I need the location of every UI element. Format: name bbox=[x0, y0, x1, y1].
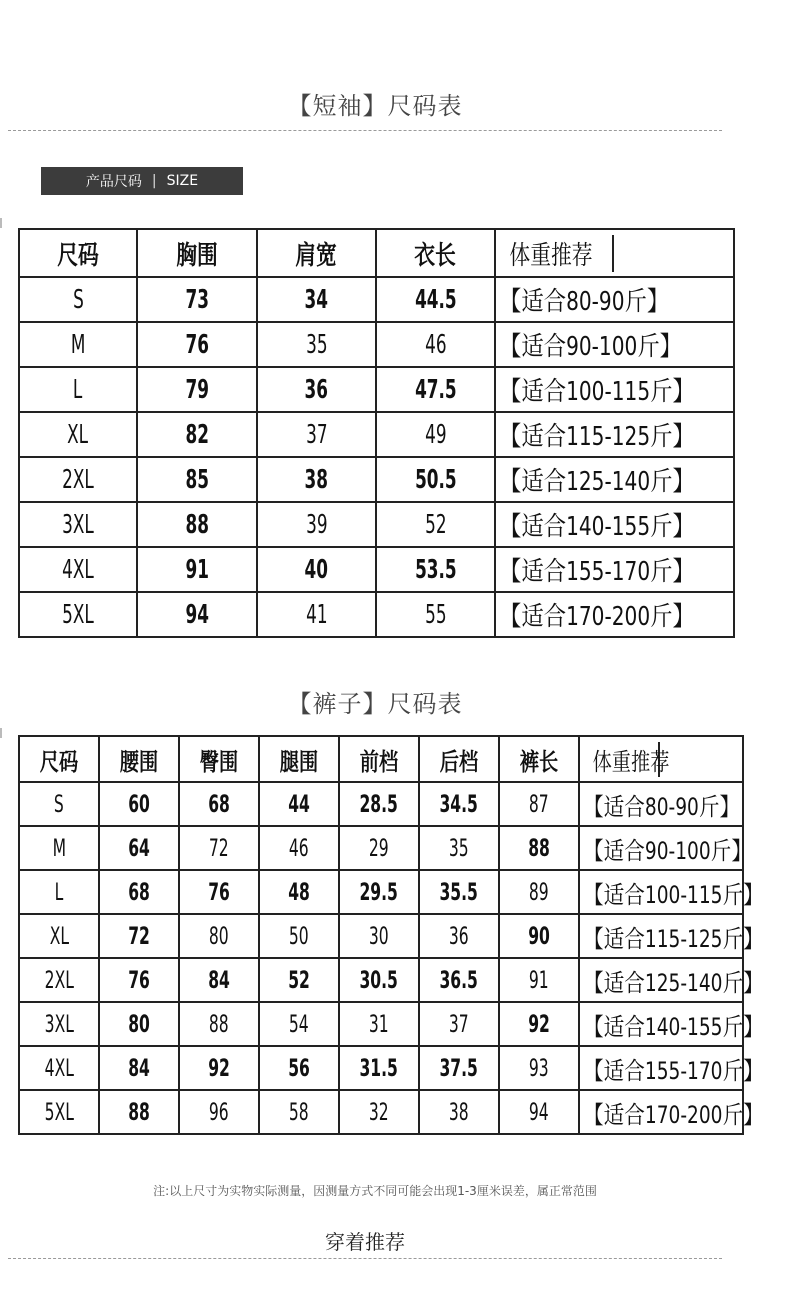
front-rise-cell: 31 bbox=[339, 1002, 419, 1046]
chest-cell: 82 bbox=[137, 412, 257, 457]
pants-header-thigh: 腿围 bbox=[259, 736, 339, 782]
table-row bbox=[19, 826, 743, 870]
front-rise-cell: 31.5 bbox=[339, 1046, 419, 1090]
length-cell: 55 bbox=[376, 592, 495, 637]
chest-cell: 79 bbox=[137, 367, 257, 412]
table-row bbox=[19, 502, 734, 547]
thigh-cell: 46 bbox=[259, 826, 339, 870]
size-cell: L bbox=[19, 870, 99, 914]
shirt-header-length: 衣长 bbox=[376, 229, 495, 277]
weight-cell: 【适合140-155斤】 bbox=[579, 1002, 743, 1046]
weight-cell: 【适合115-125斤】 bbox=[495, 412, 734, 457]
weight-cell: 【适合125-140斤】 bbox=[495, 457, 734, 502]
shirt-header-row bbox=[19, 229, 734, 277]
table-row bbox=[19, 367, 734, 412]
back-rise-cell: 35.5 bbox=[419, 870, 499, 914]
waist-cell: 88 bbox=[99, 1090, 179, 1134]
length-cell: 88 bbox=[499, 826, 579, 870]
back-rise-cell: 35 bbox=[419, 826, 499, 870]
front-rise-cell: 30.5 bbox=[339, 958, 419, 1002]
chest-cell: 76 bbox=[137, 322, 257, 367]
size-cell: S bbox=[19, 782, 99, 826]
weight-cell: 【适合170-200斤】 bbox=[579, 1090, 743, 1134]
table-row bbox=[19, 277, 734, 322]
length-cell: 94 bbox=[499, 1090, 579, 1134]
table-row bbox=[19, 1002, 743, 1046]
pants-header-hip: 臀围 bbox=[179, 736, 259, 782]
size-cell: 4XL bbox=[19, 547, 137, 592]
back-rise-cell: 37.5 bbox=[419, 1046, 499, 1090]
weight-cell: 【适合125-140斤】 bbox=[579, 958, 743, 1002]
weight-cell: 【适合140-155斤】 bbox=[495, 502, 734, 547]
back-rise-cell: 36.5 bbox=[419, 958, 499, 1002]
shoulder-cell: 40 bbox=[257, 547, 376, 592]
back-rise-cell: 37 bbox=[419, 1002, 499, 1046]
waist-cell: 72 bbox=[99, 914, 179, 958]
size-cell: XL bbox=[19, 914, 99, 958]
shirt-header-size: 尺码 bbox=[19, 229, 137, 277]
hip-cell: 84 bbox=[179, 958, 259, 1002]
pants-header-waist: 腰围 bbox=[99, 736, 179, 782]
pants-header-back-rise: 后档 bbox=[419, 736, 499, 782]
front-rise-cell: 29.5 bbox=[339, 870, 419, 914]
table-row bbox=[19, 782, 743, 826]
length-cell: 91 bbox=[499, 958, 579, 1002]
length-cell: 92 bbox=[499, 1002, 579, 1046]
length-cell: 47.5 bbox=[376, 367, 495, 412]
size-label-en: SIZE bbox=[166, 173, 199, 189]
table-row bbox=[19, 412, 734, 457]
thigh-cell: 58 bbox=[259, 1090, 339, 1134]
thigh-cell: 50 bbox=[259, 914, 339, 958]
front-rise-cell: 32 bbox=[339, 1090, 419, 1134]
weight-cell: 【适合115-125斤】 bbox=[579, 914, 743, 958]
table-row bbox=[19, 870, 743, 914]
chest-cell: 85 bbox=[137, 457, 257, 502]
length-cell: 46 bbox=[376, 322, 495, 367]
length-cell: 53.5 bbox=[376, 547, 495, 592]
divider-bottom bbox=[8, 1258, 722, 1259]
front-rise-cell: 28.5 bbox=[339, 782, 419, 826]
pants-header-length: 裤长 bbox=[499, 736, 579, 782]
weight-cell: 【适合100-115斤】 bbox=[579, 870, 743, 914]
pants-header-weight: 体重推荐 bbox=[579, 736, 743, 782]
pants-header-size: 尺码 bbox=[19, 736, 99, 782]
back-rise-cell: 34.5 bbox=[419, 782, 499, 826]
shirt-section-title: 【短袖】尺码表 bbox=[287, 92, 463, 120]
hip-cell: 80 bbox=[179, 914, 259, 958]
divider-top bbox=[8, 130, 722, 131]
size-cell: M bbox=[19, 322, 137, 367]
size-cell: 2XL bbox=[19, 457, 137, 502]
shoulder-cell: 34 bbox=[257, 277, 376, 322]
waist-cell: 68 bbox=[99, 870, 179, 914]
length-cell: 89 bbox=[499, 870, 579, 914]
thigh-cell: 44 bbox=[259, 782, 339, 826]
shoulder-cell: 35 bbox=[257, 322, 376, 367]
chest-cell: 73 bbox=[137, 277, 257, 322]
size-cell: 3XL bbox=[19, 502, 137, 547]
hip-cell: 72 bbox=[179, 826, 259, 870]
waist-cell: 84 bbox=[99, 1046, 179, 1090]
length-cell: 90 bbox=[499, 914, 579, 958]
front-rise-cell: 30 bbox=[339, 914, 419, 958]
chest-cell: 94 bbox=[137, 592, 257, 637]
pants-size-table bbox=[18, 735, 764, 1135]
thigh-cell: 48 bbox=[259, 870, 339, 914]
back-rise-cell: 36 bbox=[419, 914, 499, 958]
side-mark bbox=[0, 728, 2, 738]
length-cell: 52 bbox=[376, 502, 495, 547]
back-rise-cell: 38 bbox=[419, 1090, 499, 1134]
waist-cell: 76 bbox=[99, 958, 179, 1002]
table-row bbox=[19, 547, 734, 592]
size-cell: 4XL bbox=[19, 1046, 99, 1090]
thigh-cell: 54 bbox=[259, 1002, 339, 1046]
size-label-bar bbox=[41, 167, 243, 195]
hip-cell: 68 bbox=[179, 782, 259, 826]
table-row bbox=[19, 457, 734, 502]
table-row bbox=[19, 1090, 743, 1134]
chest-cell: 88 bbox=[137, 502, 257, 547]
waist-cell: 60 bbox=[99, 782, 179, 826]
size-cell: 3XL bbox=[19, 1002, 99, 1046]
size-cell: L bbox=[19, 367, 137, 412]
hip-cell: 96 bbox=[179, 1090, 259, 1134]
pants-section-title: 【裤子】尺码表 bbox=[287, 690, 463, 718]
hip-cell: 88 bbox=[179, 1002, 259, 1046]
size-cell: 5XL bbox=[19, 592, 137, 637]
weight-cell: 【适合80-90斤】 bbox=[495, 277, 734, 322]
pants-header-row bbox=[19, 736, 743, 782]
shoulder-cell: 39 bbox=[257, 502, 376, 547]
size-cell: 2XL bbox=[19, 958, 99, 1002]
waist-cell: 64 bbox=[99, 826, 179, 870]
length-cell: 50.5 bbox=[376, 457, 495, 502]
weight-cell: 【适合90-100斤】 bbox=[579, 826, 743, 870]
weight-cell: 【适合90-100斤】 bbox=[495, 322, 734, 367]
shoulder-cell: 41 bbox=[257, 592, 376, 637]
weight-cell: 【适合155-170斤】 bbox=[495, 547, 734, 592]
shirt-header-weight: 体重推荐 bbox=[495, 229, 734, 277]
front-rise-cell: 29 bbox=[339, 826, 419, 870]
weight-cell: 【适合170-200斤】 bbox=[495, 592, 734, 637]
recommend-title: 穿着推荐 bbox=[325, 1230, 405, 1254]
table-row bbox=[19, 592, 734, 637]
size-cell: M bbox=[19, 826, 99, 870]
size-label-text: 产品尺码 bbox=[85, 174, 142, 190]
shoulder-cell: 38 bbox=[257, 457, 376, 502]
shoulder-cell: 36 bbox=[257, 367, 376, 412]
size-cell: 5XL bbox=[19, 1090, 99, 1134]
shirt-size-table bbox=[18, 228, 735, 638]
shoulder-cell: 37 bbox=[257, 412, 376, 457]
table-row bbox=[19, 958, 743, 1002]
thigh-cell: 52 bbox=[259, 958, 339, 1002]
size-cell: XL bbox=[19, 412, 137, 457]
pants-header-front-rise: 前档 bbox=[339, 736, 419, 782]
table-row bbox=[19, 914, 743, 958]
chest-cell: 91 bbox=[137, 547, 257, 592]
waist-cell: 80 bbox=[99, 1002, 179, 1046]
length-cell: 93 bbox=[499, 1046, 579, 1090]
hip-cell: 76 bbox=[179, 870, 259, 914]
weight-cell: 【适合100-115斤】 bbox=[495, 367, 734, 412]
size-label-separator: | bbox=[151, 173, 157, 189]
shirt-header-shoulder: 肩宽 bbox=[257, 229, 376, 277]
table-row bbox=[19, 1046, 743, 1090]
shirt-header-chest: 胸围 bbox=[137, 229, 257, 277]
length-cell: 87 bbox=[499, 782, 579, 826]
size-cell: S bbox=[19, 277, 137, 322]
length-cell: 49 bbox=[376, 412, 495, 457]
length-cell: 44.5 bbox=[376, 277, 495, 322]
table-row bbox=[19, 322, 734, 367]
side-mark bbox=[0, 218, 2, 228]
weight-cell: 【适合155-170斤】 bbox=[579, 1046, 743, 1090]
hip-cell: 92 bbox=[179, 1046, 259, 1090]
weight-cell: 【适合80-90斤】 bbox=[579, 782, 743, 826]
measurement-note: 注:以上尺寸为实物实际测量，因测量方式不同可能会出现1-3厘米误差，属正常范围 bbox=[153, 1184, 597, 1198]
thigh-cell: 56 bbox=[259, 1046, 339, 1090]
